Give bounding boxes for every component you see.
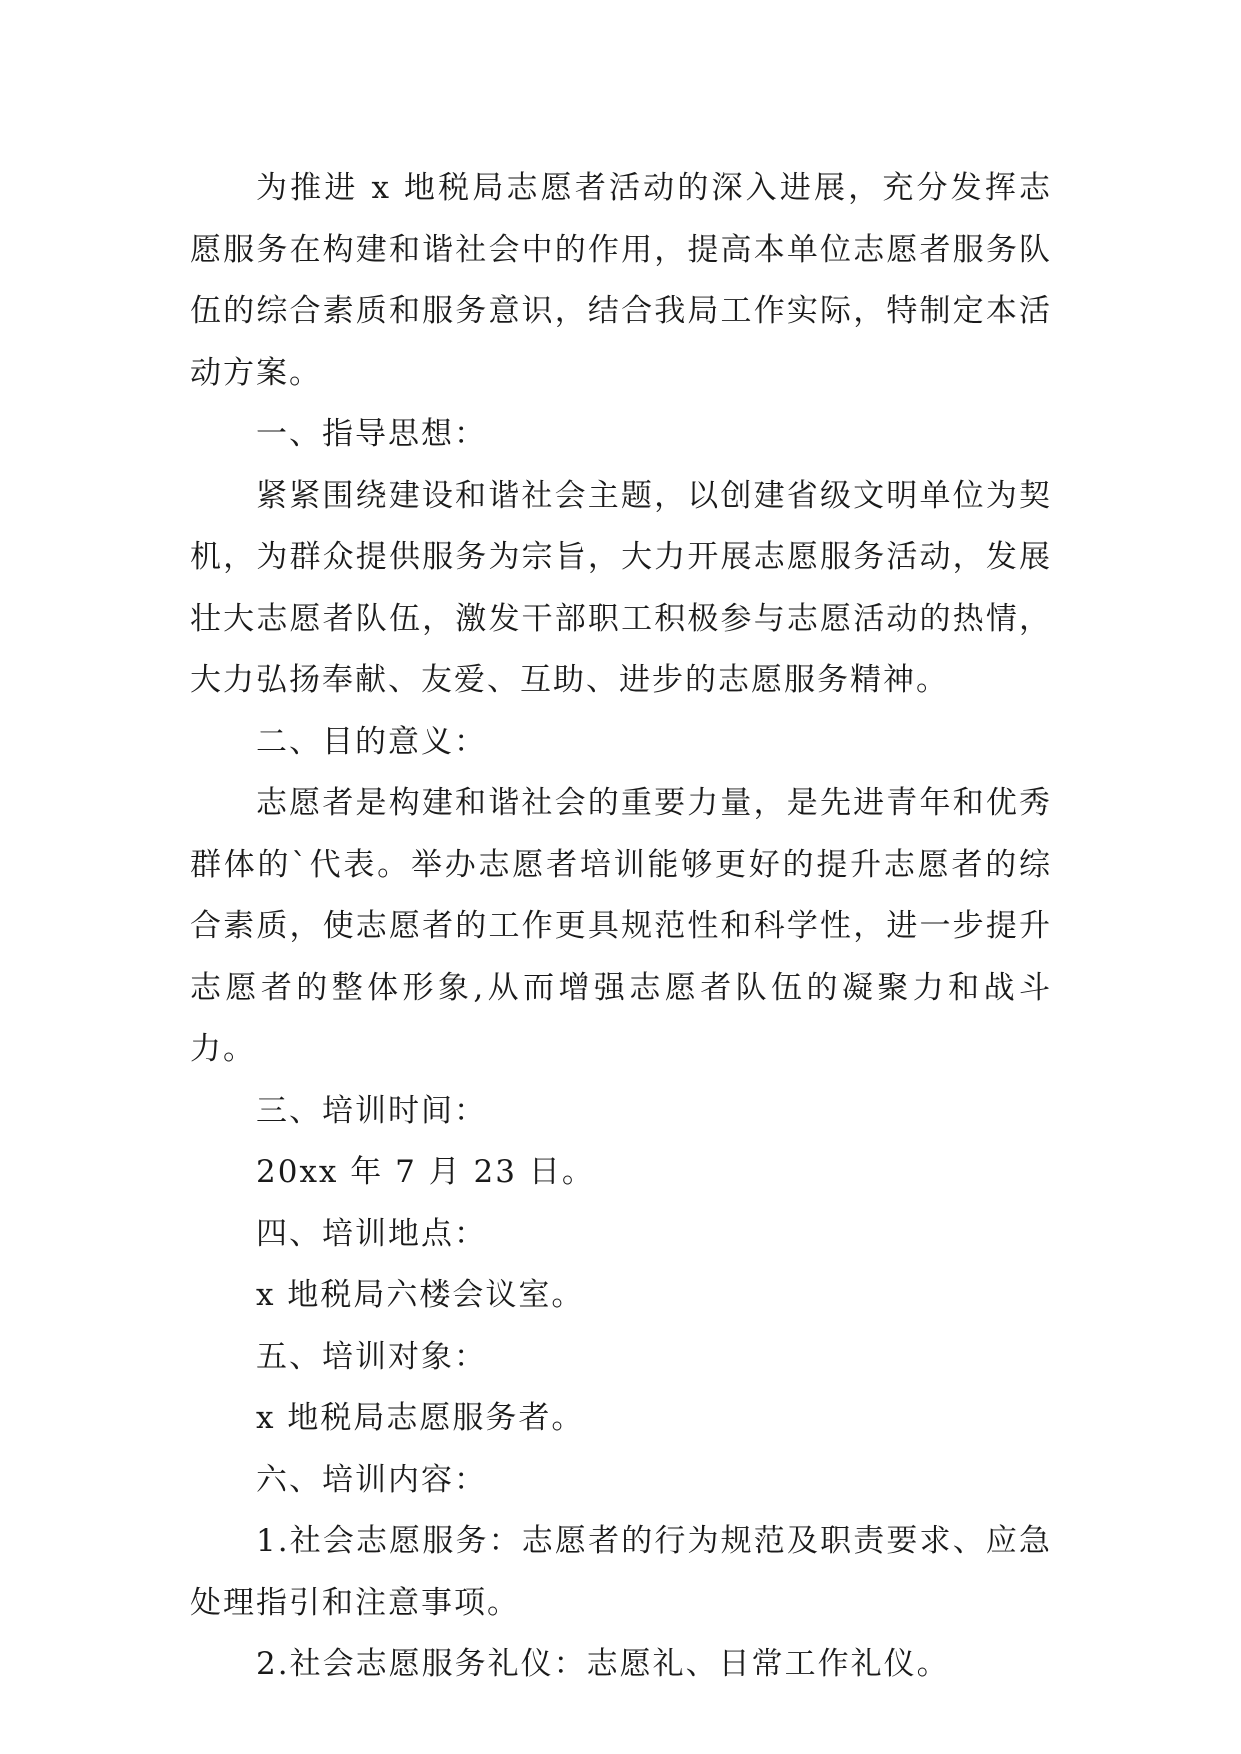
section-heading-guiding-ideology: 一、指导思想： [256,416,487,452]
document-body [190,158,1052,1696]
section-heading-training-content: 六、培训内容： [256,1461,487,1498]
section-heading-training-location: 四、培训地点： [256,1215,487,1252]
training-content-item-1: 1.社会志愿服务：志愿者的行为规范及职责要求、应急处理指引和注意事项。 [190,1523,1052,1621]
intro-paragraph: 为推进 x 地税局志愿者活动的深入进展，充分发挥志愿服务在构建和谐社会中的作用，提高本单位志愿者服务队伍的综合素质和服务意识，结合我局工作实际，特制定本活动方案。 [190,170,1052,391]
training-time-value: 20xx 年 7 月 23 日。 [256,1154,595,1190]
purpose-paragraph: 志愿者是构建和谐社会的重要力量，是先进青年和优秀群体的`代表。举办志愿者培训能够更好的提升志愿者的综合素质，使志愿者的工作更具规范性和科学性，进一步提升志愿者的整体形象,从而增强志愿者队伍的凝聚力和战斗力。 [190,785,1052,1067]
training-content-item-2: 2.社会志愿服务礼仪：志愿礼、日常工作礼仪。 [256,1646,950,1682]
training-location-value: x 地税局六楼会议室。 [256,1277,585,1313]
guiding-ideology-paragraph: 紧紧围绕建设和谐社会主题，以创建省级文明单位为契机，为群众提供服务为宗旨，大力开展志愿服务活动，发展壮大志愿者队伍，激发干部职工积极参与志愿活动的热情，大力弘扬奉献、友爱、互助、进步的志愿服务精神。 [190,477,1052,698]
training-audience-value: x 地税局志愿服务者。 [256,1400,585,1436]
section-heading-purpose: 二、目的意义： [256,723,487,760]
section-heading-training-time: 三、培训时间： [256,1092,487,1129]
section-heading-training-audience: 五、培训对象： [256,1338,487,1375]
